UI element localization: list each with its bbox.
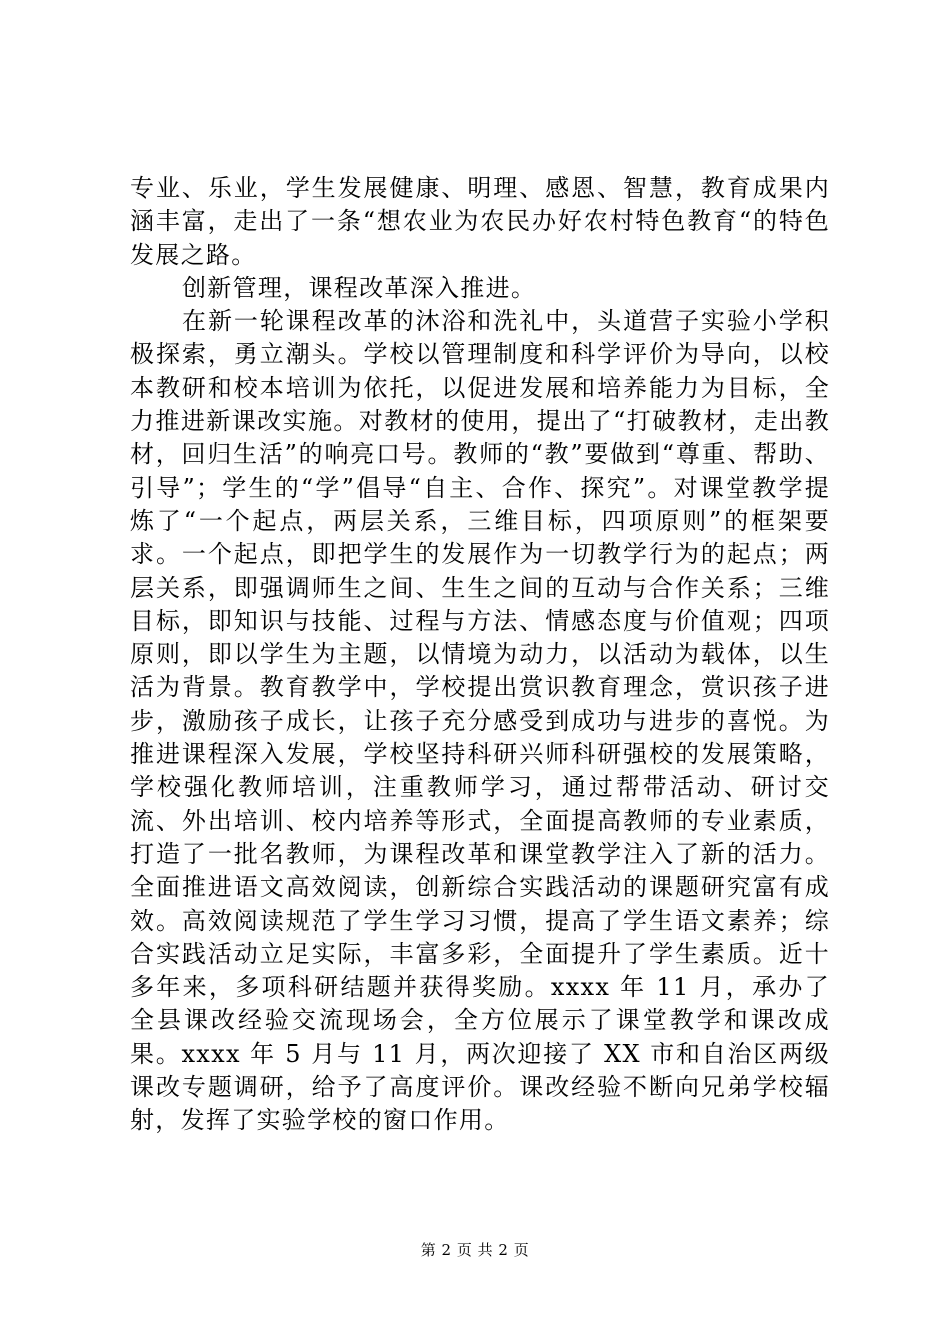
document-body — [130, 172, 830, 1138]
paragraph-continuation: 专业、乐业，学生发展健康、明理、感恩、智慧，教育成果内涵丰富，走出了一条“想农业为农民办好农村特色教育“的特色发展之路。 — [130, 174, 830, 269]
section-heading: 创新管理，课程改革深入推进。 — [182, 273, 537, 302]
paragraph-curriculum-reform: 在新一轮课程改革的沐浴和洗礼中，头道营子实验小学积极探索，勇立潮头。学校以管理制度和科学评价为导向，以校本教研和校本培训为依托，以促进发展和培养能力为目标，全力推进新课改实施。对教材的使用，提出了“打破教材，走出教材，回归生活”的响亮口号。教师的“教”要做到“尊重、帮助、引导”；学生的“学”倡导“自主、合作、探究”。对课堂教学提炼了“一个起点，两层关系，三维目标，四项原则”的框架要求。一个起点，即把学生的发展作为一切教学行为的起点；两层关系，即强调师生之间、生生之间的互动与合作关系；三维目标，即知识与技能、过程与方法、情感态度与价值观；四项原则，即以学生为主题，以情境为动力，以活动为载体，以生活为背景。教育教学中，学校提出赏识教育理念，赏识孩子进步，激励孩子成长，让孩子充分感受到成功与进步的喜悦。为推进课程深入发展，学校坚持科研兴师科研强校的发展策略，学校强化教师培训，注重教师学习，通过帮带活动、研讨交流、外出培训、校内培养等形式，全面提高教师的专业素质，打造了一批名教师，为课程改革和课堂教学注入了新的活力。全面推进语文高效阅读，创新综合实践活动的课题研究富有成效。高效阅读规范了学生学习习惯，提高了学生语文素养；综合实践活动立足实际，丰富多彩，全面提升了学生素质。近十多年来，多项科研结题并获得奖励。xxxx 年 11 月，承办了全县课改经验交流现场会，全方位展示了课堂教学和课改成果。xxxx 年 5 月与 11 月，两次迎接了 XX 市和自治区两级课改专题调研，给予了高度评价。课改经验不断向兄弟学校辐射，发挥了实验学校的窗口作用。 — [130, 307, 830, 1135]
page-number-footer: 第 2 页 共 2 页 — [420, 1241, 530, 1259]
